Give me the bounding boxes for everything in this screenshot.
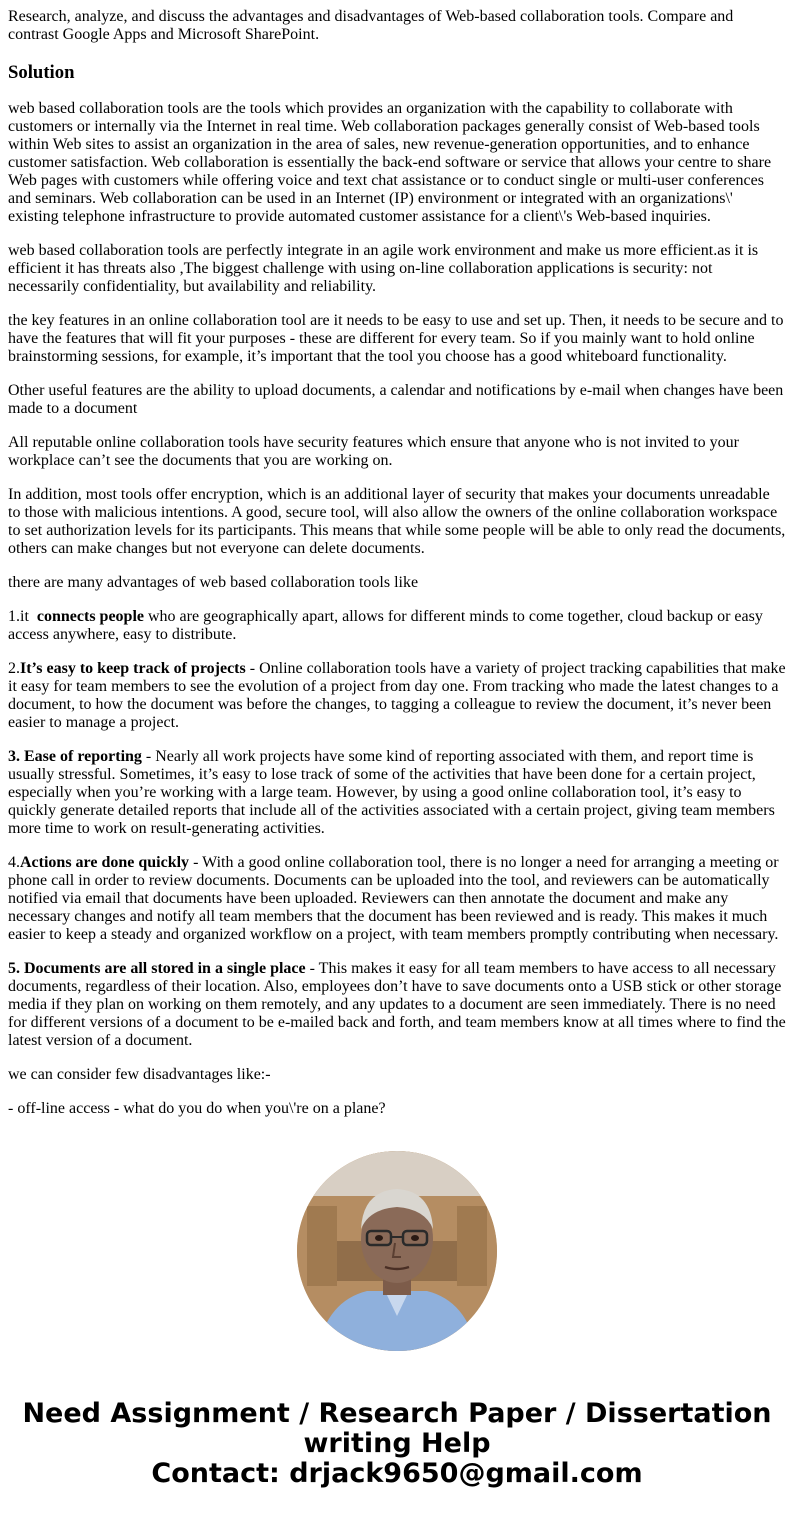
paragraph-encryption: In addition, most tools offer encryption, which is an additional layer of security that makes your documents unreadable to those with malicious intentions. A good, secure tool, will also allow the owners of the online collaboration workspace to set authorization levels for its participants. This means that while some people will be able to only read the documents, others can make changes but not everyone can delete documents. — [8, 486, 786, 557]
advantage-item: 4.Actions are done quickly - With a good online collaboration tool, there is no longer a need for arranging a meeting or phone call in order to review documents. Documents can be uploaded into the tool, and reviewers can be automatically notified via email that documents have been uploaded. Reviewers can then annotate the document and make any necessary changes and notify all team members that the document has been reviewed and is ready. This makes it much easier to keep a steady and organized workflow on a project, with team members promptly contributing when necessary. — [8, 854, 779, 943]
author-photo — [297, 1151, 497, 1351]
paragraph-key-features: the key features in an online collaboration tool are it needs to be easy to use and set up. Then, it needs to be secure and to have the features that will fit your purposes - these are different for every team. So if you mainly want to hold online brainstorming sessions, for example, it’s important that the tool you choose has a good whiteboard functionality. — [8, 312, 784, 365]
portrait-image — [297, 1151, 497, 1351]
disadvantage-item: - off-line access - what do you do when you\'re on a plane? — [8, 1100, 386, 1117]
advantage-item: 3. Ease of reporting - Nearly all work projects have some kind of reporting associated with them, and report time is usually stressful. Sometimes, it’s easy to lose track of some of the activities that have been done for a certain project, especially when you’re working with a large team. However, by using a good online collaboration tool, it’s easy to quickly generate detailed reports that include all of the activities associated with a certain project, giving team members more time to work on result-generating activities. — [8, 748, 775, 837]
advantage-title: Actions are done quickly — [20, 854, 190, 871]
author-photo-container — [8, 1151, 786, 1351]
paragraph-advantages-intro: there are many advantages of web based collaboration tools like — [8, 574, 419, 591]
advantage-title: 5. Documents are all stored in a single place — [8, 960, 306, 977]
question-text: Research, analyze, and discuss the advantages and disadvantages of Web-based collaboration tools. Compare and contrast Google Apps and Microsoft SharePoint. — [8, 8, 734, 43]
paragraph-security-challenge: web based collaboration tools are perfectly integrate in an agile work environment and make us more efficient.as it is efficient it has threats also ,The biggest challenge with using on-line collaboration applications is security: not necessarily confidentiality, but availability and reliability. — [8, 242, 759, 295]
advantage-title: 3. Ease of reporting — [8, 748, 142, 765]
advantage-item: 2.It’s easy to keep track of projects - Online collaboration tools have a variety of project tracking capabilities that make it easy for team members to see the evolution of a project from day one. From tracking who made the latest changes to a document, to how the document was before the changes, to tagging a colleague to review the document, it’s never been easier to manage a project. — [8, 660, 786, 731]
paragraph-disadvantages-intro: we can consider few disadvantages like:- — [8, 1066, 271, 1083]
paragraph-definition: web based collaboration tools are the tools which provides an organization with the capability to collaborate with customers or internally via the Internet in real time. Web collaboration packages generally consist of Web-based tools within Web sites to assist an organization in the area of sales, new revenue-generation opportunities, and to enhance customer satisfaction. Web collaboration is essentially the back-end software or service that allows your centre to share Web pages with customers while offering voice and text chat assistance or to conduct single or multi-user conferences and seminars. Web collaboration can be used in an Internet (IP) environment or integrated with an organizations\' existing telephone infrastructure to provide automated customer assistance for a client\'s Web-based inquiries. — [8, 100, 772, 225]
footer-banner — [8, 1399, 786, 1489]
footer-line-help: Need Assignment / Research Paper / Dissertation writing Help — [22, 1398, 772, 1459]
solution-heading: Solution — [8, 62, 75, 83]
paragraph-other-features: Other useful features are the ability to upload documents, a calendar and notifications by e-mail when changes have been made to a document — [8, 382, 784, 417]
footer-line-contact: Contact: drjack9650@gmail.com — [151, 1458, 643, 1489]
advantage-item: 1.it connects people who are geographically apart, allows for different minds to come together, cloud backup or easy access anywhere, easy to distribute. — [8, 608, 763, 643]
advantage-title: It’s easy to keep track of projects — [20, 660, 246, 677]
paragraph-security-features: All reputable online collaboration tools have security features which ensure that anyone who is not invited to your workplace can’t see the documents that you are working on. — [8, 434, 739, 469]
advantage-item: 5. Documents are all stored in a single place - This makes it easy for all team members to have access to all necessary documents, regardless of their location. Also, employees don’t have to save documents onto a USB stick or other storage media if they plan on working on them remotely, and any updates to a document are seen immediately. There is no need for different versions of a document to be e-mailed back and forth, and team members know at all times where to find the latest version of a document. — [8, 960, 786, 1049]
advantage-title: connects people — [36, 608, 144, 625]
